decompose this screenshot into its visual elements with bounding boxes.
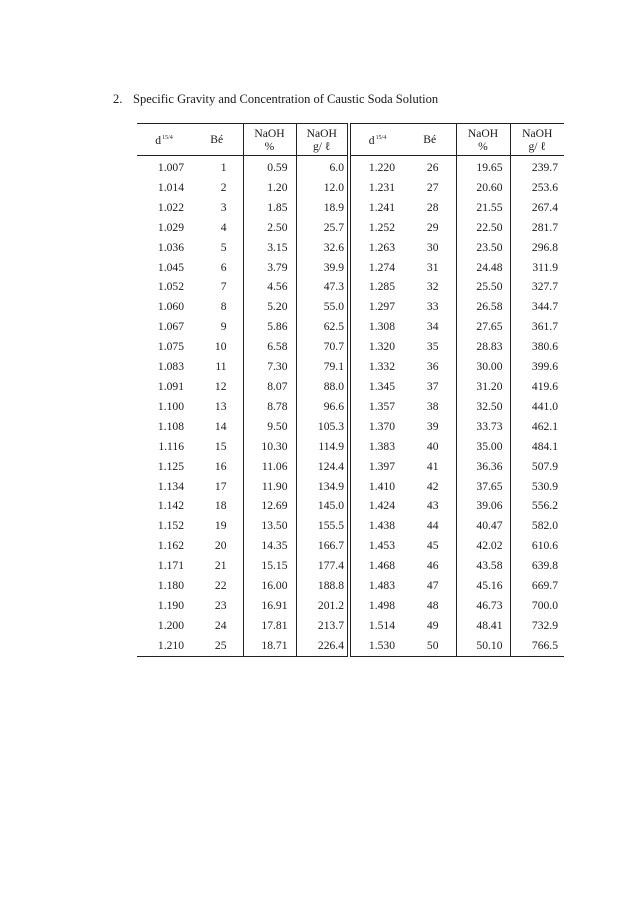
cell-naoh-percent: 25.50 [456, 277, 510, 297]
cell-naoh-gl: 530.9 [531, 479, 558, 493]
cell-baume: 10 [191, 337, 243, 357]
cell-naoh-percent: 43.58 [456, 556, 510, 576]
cell-naoh-percent: 1.20 [243, 178, 296, 198]
cell-naoh-percent: 11.06 [243, 457, 296, 477]
cell-baume: 48 [404, 596, 456, 616]
cell-density: 1.498 [368, 598, 395, 612]
col-header-baume-2: Bé [404, 124, 456, 156]
cell-density: 1.007 [157, 161, 184, 174]
cell-naoh-percent: 40.47 [456, 516, 510, 536]
cell-density: 1.100 [157, 399, 184, 413]
cell-naoh-gl: 311.9 [532, 260, 558, 274]
cell-naoh-gl: 226.4 [296, 636, 349, 656]
cell-density: 1.424 [368, 499, 395, 513]
section-heading [113, 92, 438, 107]
cell-naoh-gl: 145.0 [296, 496, 349, 516]
cell-naoh-percent: 26.58 [456, 297, 510, 317]
col-header-naoh-percent-2: NaOH % [456, 124, 510, 156]
cell-baume: 6 [191, 258, 243, 278]
cell-baume: 1 [191, 156, 243, 178]
cell-baume: 41 [404, 457, 456, 477]
cell-naoh-gl: 124.4 [296, 457, 349, 477]
cell-naoh-gl: 79.1 [296, 357, 349, 377]
table-row [137, 556, 564, 576]
cell-density: 1.045 [157, 260, 184, 274]
cell-baume: 50 [404, 636, 456, 656]
cell-naoh-percent: 19.65 [456, 156, 510, 178]
cell-naoh-gl: 399.6 [531, 360, 558, 374]
cell-baume: 2 [191, 178, 243, 198]
cell-density: 1.200 [157, 618, 184, 632]
cell-naoh-gl: 166.7 [296, 536, 349, 556]
cell-density: 1.036 [157, 240, 184, 254]
table-row [137, 636, 564, 656]
table-row [137, 477, 564, 497]
table-body [137, 156, 564, 657]
cell-density: 1.453 [368, 539, 395, 553]
cell-naoh-gl: 88.0 [296, 377, 349, 397]
table-row [137, 596, 564, 616]
cell-baume: 24 [191, 616, 243, 636]
caustic-soda-table [137, 123, 564, 657]
cell-naoh-gl: 610.6 [531, 539, 558, 553]
cell-density: 1.231 [368, 180, 395, 194]
cell-baume: 44 [404, 516, 456, 536]
cell-naoh-percent: 27.65 [456, 317, 510, 337]
cell-naoh-percent: 8.07 [243, 377, 296, 397]
cell-naoh-gl: 296.8 [531, 240, 558, 254]
table-row [137, 317, 564, 337]
cell-naoh-percent: 48.41 [456, 616, 510, 636]
cell-naoh-gl: 732.9 [531, 618, 558, 632]
cell-naoh-gl: 556.2 [531, 499, 558, 513]
cell-naoh-gl: 239.7 [531, 161, 558, 174]
cell-naoh-percent: 32.50 [456, 397, 510, 417]
cell-density: 1.083 [157, 360, 184, 374]
cell-density: 1.067 [157, 320, 184, 334]
cell-baume: 22 [191, 576, 243, 596]
cell-naoh-percent: 45.16 [456, 576, 510, 596]
cell-baume: 16 [191, 457, 243, 477]
table-row [137, 277, 564, 297]
cell-baume: 4 [191, 218, 243, 238]
cell-naoh-gl: 134.9 [296, 477, 349, 497]
cell-baume: 27 [404, 178, 456, 198]
cell-baume: 39 [404, 417, 456, 437]
table-row [137, 377, 564, 397]
cell-naoh-percent: 3.79 [243, 258, 296, 278]
cell-density: 1.052 [157, 280, 184, 294]
cell-naoh-gl: 213.7 [296, 616, 349, 636]
cell-naoh-percent: 23.50 [456, 238, 510, 258]
cell-naoh-percent: 10.30 [243, 437, 296, 457]
cell-naoh-percent: 14.35 [243, 536, 296, 556]
cell-naoh-percent: 0.59 [243, 156, 296, 178]
cell-density: 1.134 [157, 479, 184, 493]
cell-baume: 20 [191, 536, 243, 556]
cell-density: 1.252 [368, 220, 395, 234]
cell-naoh-gl: 253.6 [531, 180, 558, 194]
cell-naoh-gl: 766.5 [531, 638, 558, 652]
table-header [137, 124, 564, 156]
cell-density: 1.514 [368, 618, 395, 632]
cell-baume: 25 [191, 636, 243, 656]
cell-density: 1.029 [157, 220, 184, 234]
cell-naoh-percent: 9.50 [243, 417, 296, 437]
cell-density: 1.210 [157, 638, 184, 652]
cell-naoh-gl: 700.0 [531, 598, 558, 612]
cell-naoh-gl: 47.3 [296, 277, 349, 297]
cell-baume: 3 [191, 198, 243, 218]
cell-baume: 11 [191, 357, 243, 377]
cell-density: 1.383 [368, 439, 395, 453]
cell-density: 1.108 [157, 419, 184, 433]
cell-naoh-gl: 62.5 [296, 317, 349, 337]
cell-naoh-gl: 39.9 [296, 258, 349, 278]
cell-baume: 9 [191, 317, 243, 337]
cell-naoh-percent: 35.00 [456, 437, 510, 457]
cell-baume: 36 [404, 357, 456, 377]
cell-baume: 31 [404, 258, 456, 278]
cell-density: 1.241 [368, 200, 395, 214]
cell-density: 1.014 [157, 180, 184, 194]
cell-naoh-gl: 12.0 [296, 178, 349, 198]
table-row [137, 357, 564, 377]
cell-naoh-gl: 25.7 [296, 218, 349, 238]
cell-baume: 21 [191, 556, 243, 576]
cell-baume: 45 [404, 536, 456, 556]
table-row [137, 198, 564, 218]
cell-naoh-gl: 32.6 [296, 238, 349, 258]
cell-naoh-percent: 15.15 [243, 556, 296, 576]
cell-baume: 47 [404, 576, 456, 596]
cell-density: 1.263 [368, 240, 395, 254]
cell-naoh-percent: 7.30 [243, 357, 296, 377]
table-row [137, 218, 564, 238]
cell-density: 1.357 [368, 399, 395, 413]
col-header-density: $d^{15/4}$ [137, 124, 191, 156]
cell-naoh-percent: 5.86 [243, 317, 296, 337]
cell-baume: 29 [404, 218, 456, 238]
cell-naoh-percent: 31.20 [456, 377, 510, 397]
cell-baume: 7 [191, 277, 243, 297]
table-row [137, 397, 564, 417]
cell-naoh-gl: 70.7 [296, 337, 349, 357]
cell-density: 1.180 [157, 579, 184, 593]
cell-baume: 13 [191, 397, 243, 417]
cell-naoh-gl: 155.5 [296, 516, 349, 536]
cell-baume: 49 [404, 616, 456, 636]
cell-naoh-gl: 361.7 [531, 320, 558, 334]
cell-naoh-gl: 188.8 [296, 576, 349, 596]
table-row [137, 616, 564, 636]
cell-density: 1.320 [368, 340, 395, 354]
table-row [137, 156, 564, 178]
cell-naoh-gl: 344.7 [531, 300, 558, 314]
cell-naoh-percent: 37.65 [456, 477, 510, 497]
cell-density: 1.483 [368, 579, 395, 593]
cell-naoh-gl: 462.1 [531, 419, 558, 433]
table-row [137, 417, 564, 437]
cell-naoh-gl: 281.7 [531, 220, 558, 234]
cell-naoh-percent: 16.91 [243, 596, 296, 616]
cell-density: 1.091 [157, 379, 184, 393]
cell-naoh-percent: 42.02 [456, 536, 510, 556]
cell-baume: 18 [191, 496, 243, 516]
cell-density: 1.370 [368, 419, 395, 433]
cell-naoh-percent: 50.10 [456, 636, 510, 656]
col-header-density-2: $d^{15/4}$ [349, 124, 404, 156]
cell-baume: 33 [404, 297, 456, 317]
cell-density: 1.190 [157, 598, 184, 612]
cell-baume: 15 [191, 437, 243, 457]
cell-naoh-percent: 8.78 [243, 397, 296, 417]
cell-baume: 42 [404, 477, 456, 497]
cell-naoh-gl: 55.0 [296, 297, 349, 317]
cell-density: 1.530 [368, 638, 395, 652]
cell-naoh-gl: 380.6 [531, 340, 558, 354]
table-row [137, 536, 564, 556]
cell-baume: 23 [191, 596, 243, 616]
table-row [137, 337, 564, 357]
cell-density: 1.220 [368, 161, 395, 174]
table-row [137, 238, 564, 258]
section-title: Specific Gravity and Concentration of Caustic Soda Solution [133, 92, 439, 106]
cell-density: 1.075 [157, 340, 184, 354]
cell-naoh-percent: 17.81 [243, 616, 296, 636]
cell-naoh-percent: 20.60 [456, 178, 510, 198]
table-row [137, 576, 564, 596]
cell-naoh-percent: 12.69 [243, 496, 296, 516]
col-header-naoh-gl-2: NaOH g/ ℓ [510, 124, 564, 156]
cell-density: 1.345 [368, 379, 395, 393]
table-row [137, 496, 564, 516]
cell-naoh-gl: 327.7 [531, 280, 558, 294]
cell-naoh-percent: 6.58 [243, 337, 296, 357]
cell-density: 1.152 [157, 519, 184, 533]
cell-naoh-gl: 419.6 [531, 379, 558, 393]
cell-naoh-gl: 177.4 [296, 556, 349, 576]
cell-baume: 19 [191, 516, 243, 536]
cell-baume: 12 [191, 377, 243, 397]
cell-naoh-percent: 11.90 [243, 477, 296, 497]
cell-density: 1.125 [157, 459, 184, 473]
cell-baume: 40 [404, 437, 456, 457]
cell-density: 1.162 [157, 539, 184, 553]
table-row [137, 516, 564, 536]
cell-baume: 30 [404, 238, 456, 258]
cell-naoh-gl: 484.1 [531, 439, 558, 453]
col-header-naoh-gl: NaOH g/ ℓ [296, 124, 349, 156]
cell-naoh-percent: 24.48 [456, 258, 510, 278]
cell-naoh-percent: 1.85 [243, 198, 296, 218]
cell-naoh-percent: 18.71 [243, 636, 296, 656]
cell-density: 1.297 [368, 300, 395, 314]
cell-density: 1.171 [157, 559, 184, 573]
cell-baume: 34 [404, 317, 456, 337]
cell-naoh-gl: 441.0 [531, 399, 558, 413]
cell-baume: 26 [404, 156, 456, 178]
cell-density: 1.468 [368, 559, 395, 573]
cell-density: 1.022 [157, 200, 184, 214]
cell-baume: 8 [191, 297, 243, 317]
cell-baume: 37 [404, 377, 456, 397]
cell-baume: 35 [404, 337, 456, 357]
cell-density: 1.060 [157, 300, 184, 314]
cell-naoh-percent: 36.36 [456, 457, 510, 477]
cell-density: 1.332 [368, 360, 395, 374]
cell-density: 1.308 [368, 320, 395, 334]
cell-density: 1.410 [368, 479, 395, 493]
table-row [137, 457, 564, 477]
cell-density: 1.438 [368, 519, 395, 533]
cell-naoh-gl: 6.0 [296, 156, 349, 178]
cell-baume: 17 [191, 477, 243, 497]
cell-naoh-gl: 267.4 [531, 200, 558, 214]
cell-baume: 14 [191, 417, 243, 437]
cell-baume: 38 [404, 397, 456, 417]
cell-naoh-percent: 3.15 [243, 238, 296, 258]
section-number: 2. [113, 92, 123, 106]
cell-density: 1.285 [368, 280, 395, 294]
cell-naoh-percent: 28.83 [456, 337, 510, 357]
cell-naoh-percent: 30.00 [456, 357, 510, 377]
cell-baume: 32 [404, 277, 456, 297]
cell-density: 1.116 [158, 439, 184, 453]
cell-naoh-percent: 4.56 [243, 277, 296, 297]
cell-naoh-gl: 114.9 [296, 437, 349, 457]
cell-naoh-gl: 669.7 [531, 579, 558, 593]
cell-baume: 28 [404, 198, 456, 218]
cell-naoh-percent: 46.73 [456, 596, 510, 616]
cell-baume: 5 [191, 238, 243, 258]
cell-density: 1.274 [368, 260, 395, 274]
cell-naoh-gl: 18.9 [296, 198, 349, 218]
cell-naoh-percent: 13.50 [243, 516, 296, 536]
cell-baume: 46 [404, 556, 456, 576]
cell-baume: 43 [404, 496, 456, 516]
table-row [137, 297, 564, 317]
cell-naoh-percent: 21.55 [456, 198, 510, 218]
cell-naoh-gl: 105.3 [296, 417, 349, 437]
cell-naoh-percent: 33.73 [456, 417, 510, 437]
table-row [137, 178, 564, 198]
cell-naoh-percent: 16.00 [243, 576, 296, 596]
cell-naoh-gl: 96.6 [296, 397, 349, 417]
col-header-baume: Bé [191, 124, 243, 156]
cell-naoh-percent: 5.20 [243, 297, 296, 317]
cell-density: 1.397 [368, 459, 395, 473]
cell-naoh-gl: 507.9 [531, 459, 558, 473]
cell-naoh-percent: 2.50 [243, 218, 296, 238]
cell-naoh-gl: 582.0 [531, 519, 558, 533]
cell-naoh-percent: 39.06 [456, 496, 510, 516]
cell-density: 1.142 [157, 499, 184, 513]
cell-naoh-gl: 201.2 [296, 596, 349, 616]
cell-naoh-gl: 639.8 [531, 559, 558, 573]
cell-naoh-percent: 22.50 [456, 218, 510, 238]
table-row [137, 258, 564, 278]
col-header-naoh-percent: NaOH % [243, 124, 296, 156]
table-row [137, 437, 564, 457]
